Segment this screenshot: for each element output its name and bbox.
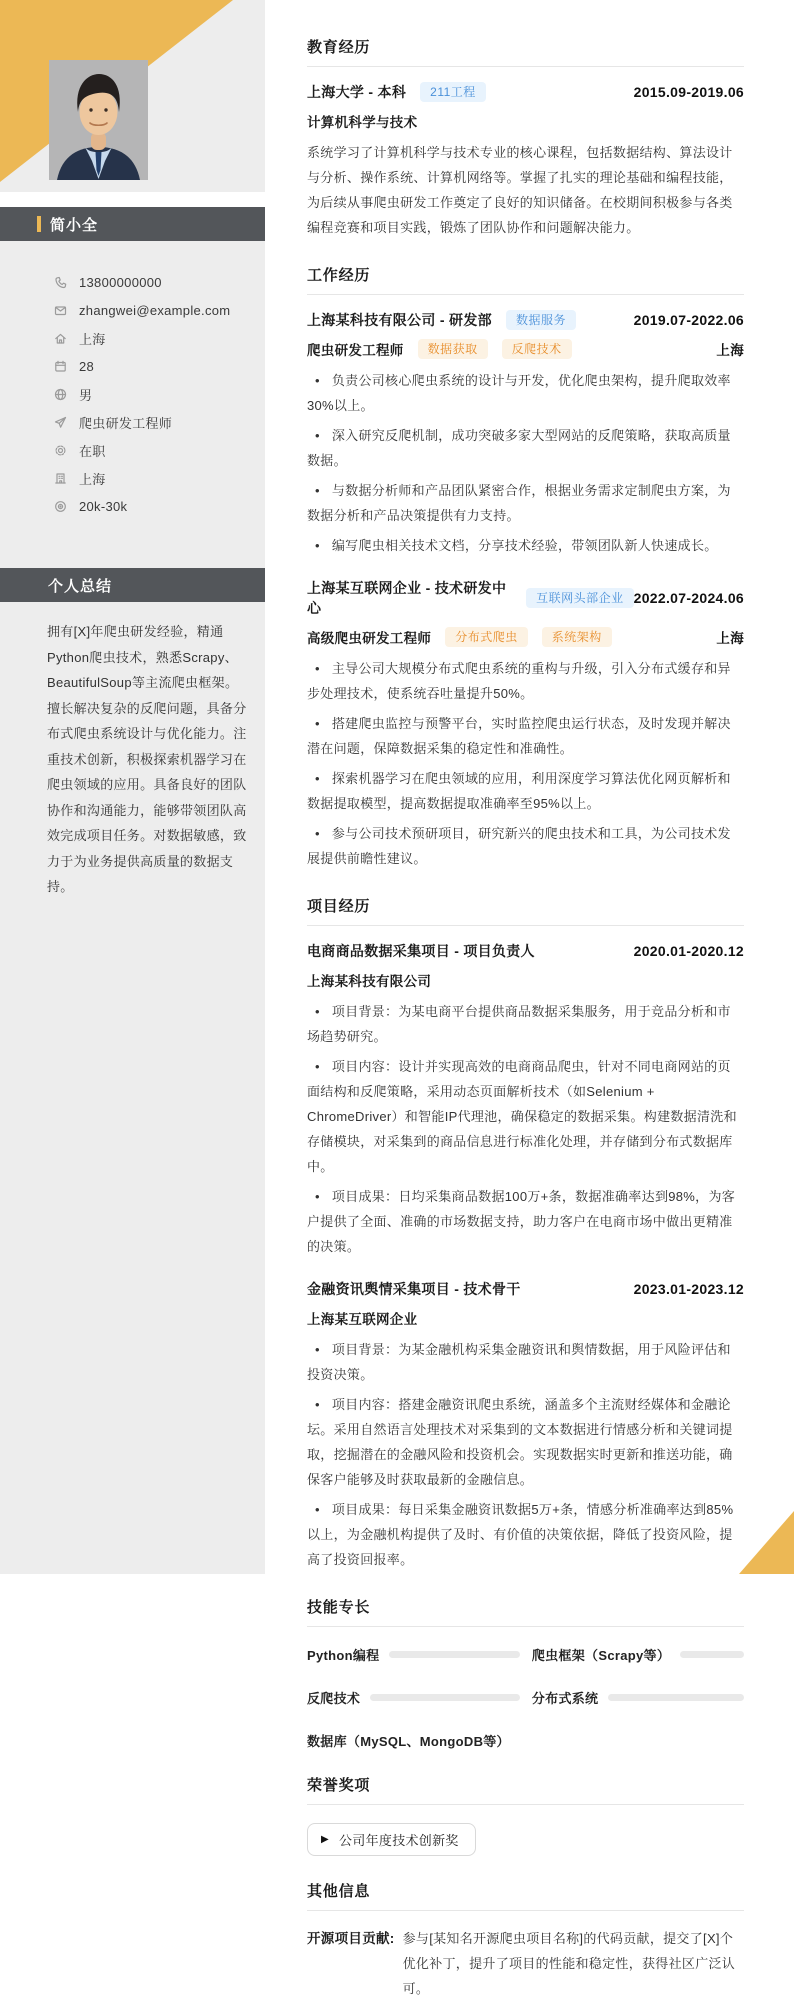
- work-entry: [307, 578, 744, 871]
- skill-bar: [680, 1651, 744, 1658]
- school-name: 上海大学 - 本科: [307, 84, 407, 100]
- contact-phone: [0, 268, 265, 296]
- contact-list: [0, 268, 265, 520]
- bullet-dot-icon: •: [315, 373, 320, 388]
- contact-status-value: 在职: [79, 443, 106, 459]
- bullet-item: • 主导公司大规模分布式爬虫系统的重构与升级，引入分布式缓存和异步处理技术，使系统吞吐量提升50%。: [307, 656, 744, 706]
- bullet-item: • 与数据分析师和产品团队紧密合作，根据业务需求定制爬虫方案，为数据分析和产品决策提供有力支持。: [307, 478, 744, 528]
- summary-banner: [0, 568, 265, 602]
- role-badge: 分布式爬虫: [445, 627, 528, 647]
- target-icon: [53, 499, 67, 513]
- contact-age: [0, 352, 265, 380]
- skill-item: [307, 1731, 520, 1750]
- education-description: 系统学习了计算机科学与技术专业的核心课程，包括数据结构、算法设计与分析、操作系统、计算机网络等。掌握了扎实的理论基础和编程技能，为后续从事爬虫研发工作奠定了良好的知识储备。在校期间积极参与各类编程竞赛和项目实践，锻炼了团队协作和问题解决能力。: [307, 145, 733, 235]
- skills-grid: [307, 1645, 744, 1750]
- bullet-dot-icon: •: [315, 428, 320, 443]
- projects-title: 项目经历: [307, 895, 744, 926]
- skill-bar: [608, 1694, 744, 1701]
- candidate-name: 简小全: [50, 216, 99, 234]
- honor-award-pill[interactable]: [307, 1823, 476, 1856]
- role-badge: 反爬技术: [502, 339, 572, 359]
- globe-icon: [53, 387, 67, 401]
- bullet-dot-icon: •: [315, 771, 320, 786]
- work-location: 上海: [716, 631, 744, 646]
- skill-item: [307, 1688, 520, 1707]
- photo-section: [0, 0, 265, 192]
- bullet-dot-icon: •: [315, 1342, 320, 1357]
- bullet-item: • 编写爬虫相关技术文档，分享技术经验，带领团队新人快速成长。: [307, 533, 744, 558]
- project-entry: [307, 1279, 744, 1572]
- phone-icon: [53, 275, 67, 289]
- role-badge: 系统架构: [542, 627, 612, 647]
- bullet-dot-icon: •: [315, 483, 320, 498]
- contact-phone-value: 13800000000: [79, 274, 162, 290]
- play-triangle-icon: ▶: [321, 1833, 329, 1845]
- company-badge: 互联网头部企业: [526, 588, 634, 608]
- bullet-dot-icon: •: [315, 716, 320, 731]
- contact-age-value: 28: [79, 358, 95, 374]
- name-banner: [0, 207, 265, 241]
- divider-gap: [0, 192, 265, 207]
- project-bullets: [307, 999, 744, 1259]
- bullet-item: • 项目背景：为某电商平台提供商品数据采集服务，用于竞品分析和市场趋势研究。: [307, 999, 744, 1049]
- skill-item: [532, 1645, 744, 1664]
- project-name: 金融资讯舆情采集项目 - 技术骨干: [307, 1281, 521, 1297]
- education-entry: [307, 82, 744, 240]
- work-date: 2019.07-2022.06: [633, 312, 744, 328]
- bullet-item: • 探索机器学习在爬虫领域的应用，利用深度学习算法优化网页解析和数据提取模型，提高数据提取准确率至95%以上。: [307, 766, 744, 816]
- work-bullets: [307, 368, 744, 558]
- contact-gender-value: 男: [79, 387, 93, 403]
- skill-label: 爬虫框架（Scrapy等）: [531, 1648, 671, 1663]
- project-org: 上海某互联网企业: [307, 1312, 418, 1327]
- contact-location: [0, 324, 265, 352]
- project-date: 2020.01-2020.12: [633, 943, 744, 959]
- open-source-label: 开源项目贡献:: [307, 1931, 395, 1946]
- section-skills: [307, 1596, 744, 1750]
- skill-item: [307, 1645, 520, 1664]
- education-date: 2015.09-2019.06: [633, 84, 744, 100]
- bullet-dot-icon: •: [315, 826, 320, 841]
- skill-item: [532, 1688, 744, 1707]
- work-bullets: [307, 656, 744, 871]
- section-work: [307, 264, 744, 871]
- open-source-text: 参与[某知名开源爬虫项目名称]的代码贡献，提交了[X]个优化补丁，提升了项目的性能和稳定性，获得社区广泛认可。: [402, 1931, 736, 1996]
- paper-plane-icon: [53, 415, 67, 429]
- bullet-item: • 负责公司核心爬虫系统的设计与开发，优化爬虫架构，提升爬取效率30%以上。: [307, 368, 744, 418]
- contact-job-title-value: 爬虫研发工程师: [79, 415, 173, 431]
- project-entry: [307, 941, 744, 1259]
- bullet-dot-icon: •: [315, 661, 320, 676]
- work-title: 工作经历: [307, 264, 744, 295]
- work-entry: [307, 310, 744, 558]
- bullet-dot-icon: •: [315, 1004, 320, 1019]
- sidebar: [0, 0, 265, 1574]
- bullet-item: • 项目内容：搭建金融资讯爬虫系统，涵盖多个主流财经媒体和金融论坛。采用自然语言处理技术对采集到的文本数据进行情感分析和关键词提取，挖掘潜在的金融风险和投资机会。实现数据实时更新和推送功能，确保客户能够及时获取最新的金融信息。: [307, 1392, 744, 1492]
- work-date: 2022.07-2024.06: [633, 590, 744, 606]
- contact-job-title: [0, 408, 265, 436]
- bullet-item: • 项目背景：为某金融机构采集金融资讯和舆情数据，用于风险评估和投资决策。: [307, 1337, 744, 1387]
- contact-gender: [0, 380, 265, 408]
- skill-label: 数据库（MySQL、MongoDB等）: [307, 1734, 510, 1749]
- school-badge: 211工程: [420, 82, 486, 102]
- other-title: 其他信息: [307, 1880, 744, 1911]
- bullet-item: • 参与公司技术预研项目，研究新兴的爬虫技术和工具，为公司技术发展提供前瞻性建议。: [307, 821, 744, 871]
- skills-title: 技能专长: [307, 1596, 744, 1627]
- home-icon: [53, 331, 67, 345]
- skill-label: Python编程: [307, 1648, 380, 1663]
- section-projects: [307, 895, 744, 1572]
- role-badge: 数据获取: [418, 339, 488, 359]
- bullet-item: • 项目内容：设计并实现高效的电商商品爬虫，针对不同电商网站的页面结构和反爬策略，采用动态页面解析技术（如Selenium + ChromeDriver）和智能IP代理池，确保稳定的数据采集。构建数据清洗和存储模块，对采集到的商品信息进行标准化处理，并存储到分布式数据库中。: [307, 1054, 744, 1179]
- company-badge: 数据服务: [506, 310, 576, 330]
- bullet-item: • 深入研究反爬机制，成功突破多家大型网站的反爬策略，获取高质量数据。: [307, 423, 744, 473]
- summary-text: 拥有[X]年爬虫研发经验，精通Python爬虫技术，熟悉Scrapy、BeautifulSoup等主流爬虫框架。擅长解决复杂的反爬问题，具备分布式爬虫系统设计与优化能力。注重技术创新，积极探索机器学习在爬虫领域的应用。具备良好的团队协作和沟通能力，能够带领团队高效完成项目任务。对数据敏感，致力于为业务提供高质量的数据支持。: [47, 624, 247, 894]
- skill-label: 分布式系统: [531, 1691, 599, 1706]
- education-title: 教育经历: [307, 36, 744, 67]
- role-name: 爬虫研发工程师: [307, 343, 404, 358]
- contact-email: [0, 296, 265, 324]
- company-name: 上海某互联网企业 - 技术研发中心: [307, 580, 507, 616]
- name-accent-bar: [37, 216, 41, 232]
- skill-bar: [389, 1651, 519, 1658]
- profile-photo: [49, 60, 148, 180]
- bullet-dot-icon: •: [315, 1397, 320, 1412]
- company-name: 上海某科技有限公司 - 研发部: [307, 312, 492, 328]
- open-source-contribution: [307, 1926, 744, 2001]
- contact-location-value: 上海: [79, 331, 106, 347]
- section-education: [307, 36, 744, 240]
- contact-salary-value: 20k-30k: [79, 498, 128, 514]
- main-content: [265, 0, 794, 1996]
- gear-icon: [53, 443, 67, 457]
- project-date: 2023.01-2023.12: [633, 1281, 744, 1297]
- bullet-dot-icon: •: [315, 1059, 320, 1074]
- honors-title: 荣誉奖项: [307, 1774, 744, 1805]
- bullet-dot-icon: •: [315, 1189, 320, 1204]
- role-name: 高级爬虫研发工程师: [307, 631, 432, 646]
- major-name: 计算机科学与技术: [307, 115, 418, 130]
- contact-status: [0, 436, 265, 464]
- bullet-item: • 搭建爬虫监控与预警平台，实时监控爬虫运行状态，及时发现并解决潜在问题，保障数据采集的稳定性和准确性。: [307, 711, 744, 761]
- project-bullets: [307, 1337, 744, 1572]
- sidebar-body: [0, 241, 265, 1574]
- project-name: 电商商品数据采集项目 - 项目负责人: [307, 943, 535, 959]
- work-location: 上海: [716, 343, 744, 358]
- contact-city: [0, 464, 265, 492]
- summary-title: 个人总结: [48, 577, 113, 595]
- project-org: 上海某科技有限公司: [307, 974, 432, 989]
- section-other: [307, 1880, 744, 2001]
- contact-salary: [0, 492, 265, 520]
- bullet-item: • 项目成果：日均采集商品数据100万+条，数据准确率达到98%，为客户提供了全面、准确的市场数据支持，助力客户在电商市场中做出更精准的决策。: [307, 1184, 744, 1259]
- skill-bar: [370, 1694, 520, 1701]
- email-icon: [53, 303, 67, 317]
- building-icon: [53, 471, 67, 485]
- skill-label: 反爬技术: [307, 1691, 361, 1706]
- contact-email-value: zhangwei@example.com: [79, 302, 231, 318]
- contact-city-value: 上海: [79, 471, 106, 487]
- bullet-dot-icon: •: [315, 1502, 320, 1517]
- calendar-icon: [53, 359, 67, 373]
- honor-award-label: 公司年度技术创新奖: [339, 1833, 459, 1848]
- bullet-dot-icon: •: [315, 538, 320, 553]
- bullet-item: • 项目成果：每日采集金融资讯数据5万+条，情感分析准确率达到85%以上，为金融机构提供了及时、有价值的决策依据，降低了投资风险，提高了投资回报率。: [307, 1497, 744, 1572]
- section-honors: [307, 1774, 744, 1856]
